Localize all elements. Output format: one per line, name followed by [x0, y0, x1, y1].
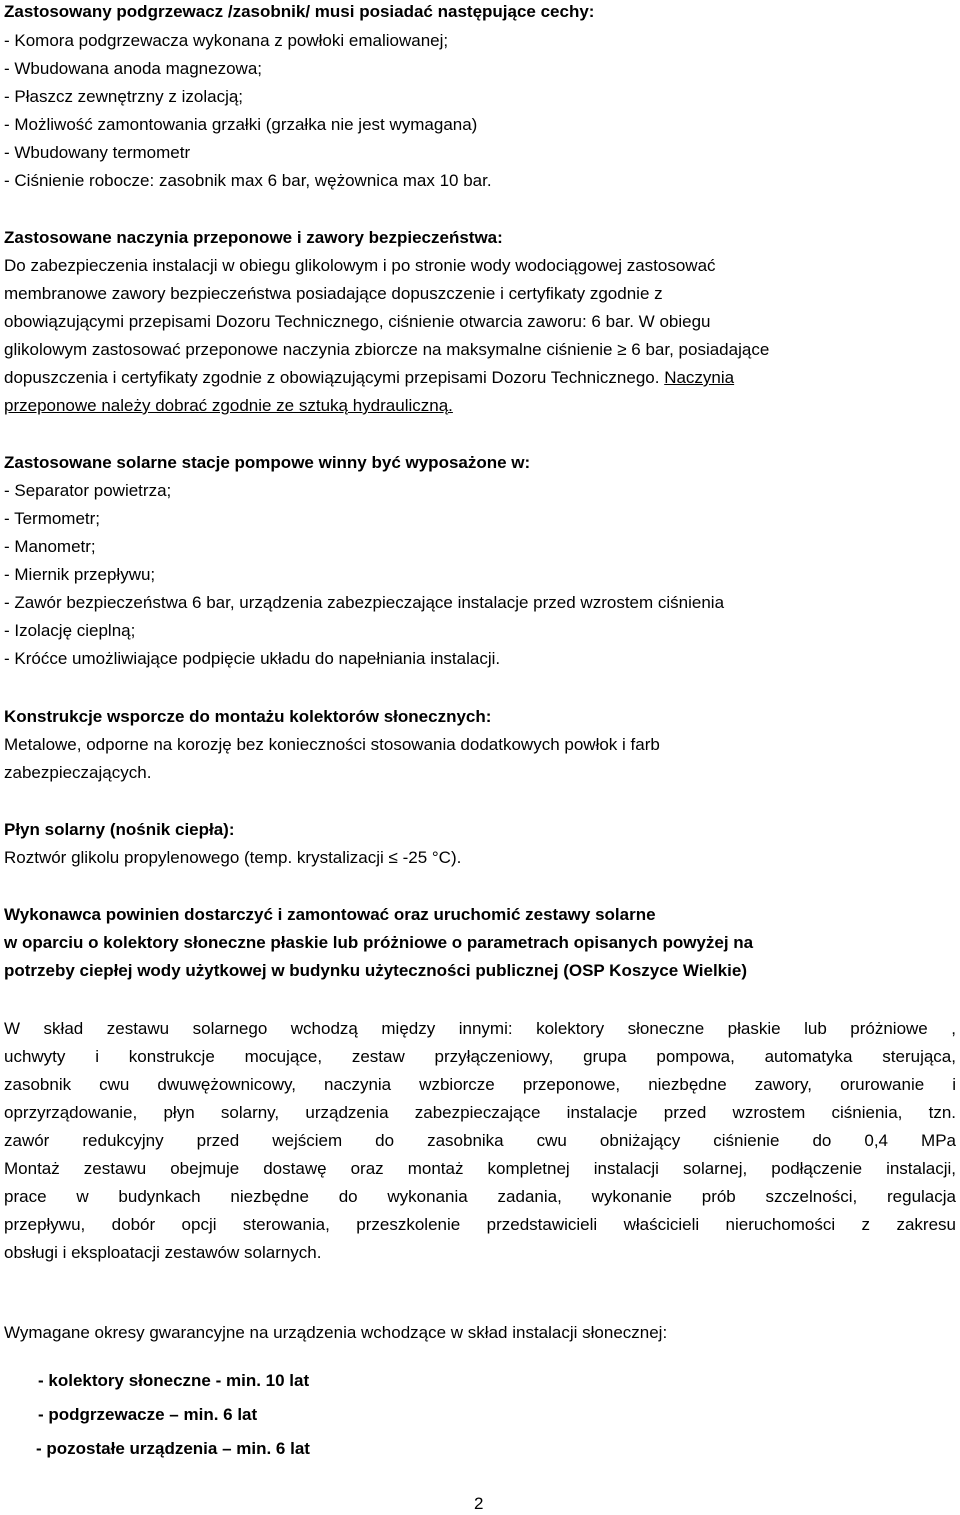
paragraph-line: membranowe zawory bezpieczeństwa posiadające dopuszczenie i certyfikaty zgodnie z [4, 284, 663, 303]
contractor-heading: Wykonawca powinien dostarczyć i zamontować oraz uruchomić zestawy solarne [4, 905, 656, 924]
list-item: - Manometr; [4, 537, 96, 556]
contractor-heading: w oparciu o kolektory słoneczne płaskie lub próżniowe o parametrach opisanych powyżej na [4, 933, 754, 952]
list-item: - Termometr; [4, 509, 101, 528]
list-item: - Separator powietrza; [4, 481, 172, 500]
warranty-item: - podgrzewacze – min. 6 lat [38, 1405, 258, 1424]
paragraph-line: W skład zestawu solarnego wchodzą między innymi: kolektory słoneczne płaskie lub próżniowe , [4, 1019, 956, 1038]
solar-fluid-heading: Płyn solarny (nośnik ciepła): [4, 820, 235, 839]
paragraph-line: zabezpieczających. [4, 763, 152, 782]
paragraph-line: prace w budynkach niezbędne do wykonania zadania, wykonanie prób szczelności, regulacja [4, 1187, 956, 1206]
page-number: 2 [474, 1494, 484, 1513]
list-item: - Króćce umożliwiające podpięcie układu do napełniania instalacji. [4, 649, 501, 668]
list-item: - Wbudowany termometr [4, 143, 191, 162]
underlined-text: Naczynia [664, 368, 735, 387]
paragraph-line: zasobnik cwu dwuwężownicowy, naczynia wzbiorcze przeponowe, niezbędne zawory, orurowanie i [4, 1075, 956, 1094]
paragraph-line: oprzyrządowanie, płyn solarny, urządzenia zabezpieczające instalacje przed wzrostem ciśnienia, tzn. [4, 1103, 956, 1122]
pump-stations-heading: Zastosowane solarne stacje pompowe winny być wyposażone w: [4, 453, 531, 472]
warranty-intro: Wymagane okresy gwarancyjne na urządzenia wchodzące w skład instalacji słonecznej: [4, 1323, 668, 1342]
list-item: - Zawór bezpieczeństwa 6 bar, urządzenia zabezpieczające instalacje przed wzrostem ciśnienia [4, 593, 725, 612]
paragraph-line: Montaż zestawu obejmuje dostawę oraz montaż kompletnej instalacji solarnej, podłączenie instalacji, [4, 1159, 956, 1178]
list-item: - Komora podgrzewacza wykonana z powłoki emaliowanej; [4, 31, 449, 50]
heating-tank-heading: Zastosowany podgrzewacz /zasobnik/ musi posiadać następujące cechy: [4, 2, 595, 21]
contractor-heading: potrzeby ciepłej wody użytkowej w budynku użyteczności publicznej (OSP Koszyce Wielkie) [4, 961, 747, 980]
list-item: - Możliwość zamontowania grzałki (grzałka nie jest wymagana) [4, 115, 478, 134]
expansion-vessels-heading: Zastosowane naczynia przeponowe i zawory bezpieczeństwa: [4, 228, 503, 247]
underlined-text: przeponowe należy dobrać zgodnie ze sztuką hydrauliczną. [4, 396, 453, 415]
paragraph-line: przepływu, dobór opcji sterowania, przeszkolenie przedstawicieli właścicieli nieruchomości z zakresu [4, 1215, 956, 1234]
list-item: - Wbudowana anoda magnezowa; [4, 59, 262, 78]
paragraph-line: Roztwór glikolu propylenowego (temp. krystalizacji ≤ -25 °C). [4, 848, 462, 867]
paragraph-line: obowiązującymi przepisami Dozoru Technicznego, ciśnienie otwarcia zaworu: 6 bar. W obiegu [4, 312, 711, 331]
paragraph-line: zawór redukcyjny przed wejściem do zasobnika cwu obniżający ciśnienie do 0,4 MPa [4, 1131, 956, 1150]
warranty-item: - kolektory słoneczne - min. 10 lat [38, 1371, 310, 1390]
list-item: - Miernik przepływu; [4, 565, 156, 584]
list-item: - Ciśnienie robocze: zasobnik max 6 bar, wężownica max 10 bar. [4, 171, 492, 190]
list-item: - Płaszcz zewnętrzny z izolacją; [4, 87, 244, 106]
support-structures-heading: Konstrukcje wsporcze do montażu kolektorów słonecznych: [4, 707, 492, 726]
paragraph-line: uchwyty i konstrukcje mocujące, zestaw przyłączeniowy, grupa pompowa, automatyka sterująca, [4, 1047, 956, 1066]
paragraph-line: Metalowe, odporne na korozję bez konieczności stosowania dodatkowych powłok i farb [4, 735, 660, 754]
list-item: - Izolację cieplną; [4, 621, 136, 640]
paragraph-line: obsługi i eksploatacji zestawów solarnych. [4, 1243, 322, 1262]
paragraph-line: dopuszczenia i certyfikaty zgodnie z obowiązującymi przepisami Dozoru Technicznego. Naczynia [4, 368, 735, 387]
warranty-item: - pozostałe urządzenia – min. 6 lat [36, 1439, 310, 1458]
paragraph-line: Do zabezpieczenia instalacji w obiegu glikolowym i po stronie wody wodociągowej zastosować [4, 256, 716, 275]
paragraph-line: glikolowym zastosować przeponowe naczynia zbiorcze na maksymalne ciśnienie ≥ 6 bar, posiadające [4, 340, 770, 359]
